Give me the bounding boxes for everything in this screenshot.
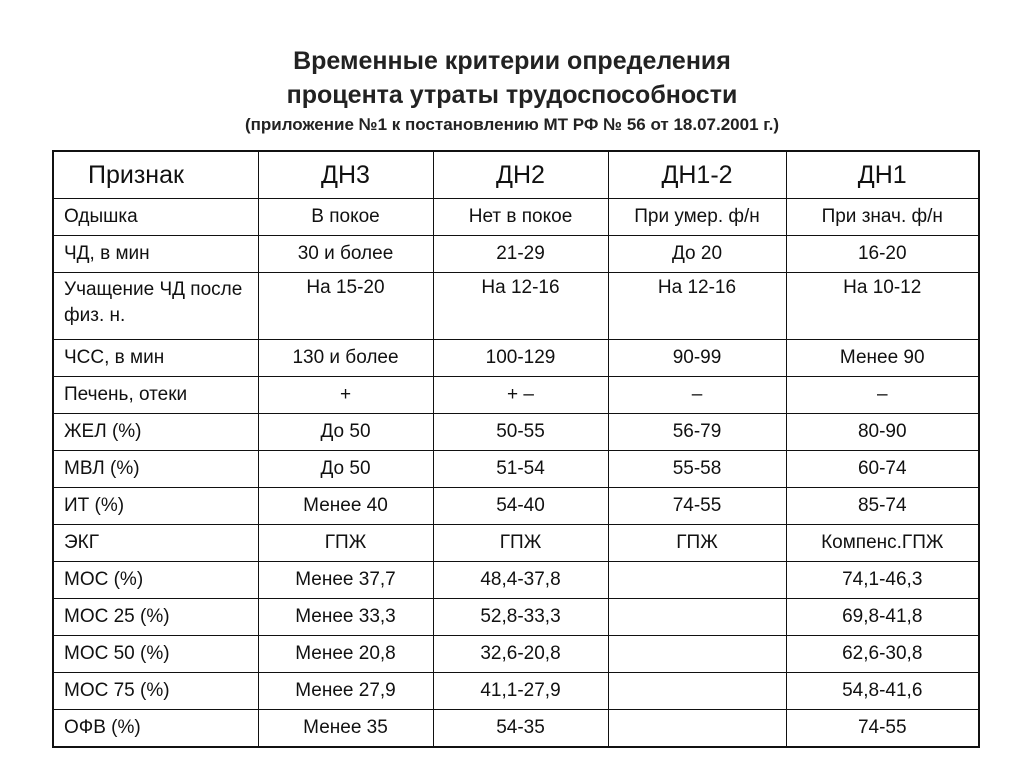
table-cell-feature: МОС 25 (%) (53, 599, 258, 636)
page-subtitle: (приложение №1 к постановлению МТ РФ № 56 от 18.07.2001 г.) (244, 115, 780, 134)
table-cell: + – (433, 377, 608, 414)
table-cell: Менее 33,3 (258, 599, 433, 636)
table-row (53, 562, 979, 599)
table-cell (608, 562, 786, 599)
table-row (53, 340, 979, 377)
table-cell: При знач. ф/н (786, 199, 979, 236)
table-cell (608, 710, 786, 748)
table-cell: 41,1-27,9 (433, 673, 608, 710)
table-cell: 16-20 (786, 236, 979, 273)
table-cell (608, 673, 786, 710)
table-cell: 80-90 (786, 414, 979, 451)
table-cell-feature: ЧСС, в мин (53, 340, 258, 377)
table-cell: 55-58 (608, 451, 786, 488)
table-cell: До 50 (258, 451, 433, 488)
criteria-table (52, 150, 980, 748)
table-cell: 100-129 (433, 340, 608, 377)
header-dn1: ДН1 (786, 151, 979, 199)
table-cell: До 50 (258, 414, 433, 451)
table-cell: На 12-16 (433, 273, 608, 340)
table-cell: На 12-16 (608, 273, 786, 340)
table-row (53, 273, 979, 340)
table-cell: Менее 90 (786, 340, 979, 377)
table-row (53, 525, 979, 562)
table-cell-feature: ЧД, в мин (53, 236, 258, 273)
table-cell: Менее 37,7 (258, 562, 433, 599)
table-cell: 74,1-46,3 (786, 562, 979, 599)
title-block (0, 44, 1024, 136)
table-row (53, 710, 979, 748)
table-cell: 74-55 (786, 710, 979, 748)
table-cell: Нет в покое (433, 199, 608, 236)
header-dn2: ДН2 (433, 151, 608, 199)
table-cell: – (608, 377, 786, 414)
table-cell: + (258, 377, 433, 414)
table-cell: 50-55 (433, 414, 608, 451)
table-cell: 52,8-33,3 (433, 599, 608, 636)
table-cell: Менее 35 (258, 710, 433, 748)
table-cell: 30 и более (258, 236, 433, 273)
table-cell: 74-55 (608, 488, 786, 525)
table-cell: 130 и более (258, 340, 433, 377)
table-cell: 69,8-41,8 (786, 599, 979, 636)
table-cell-feature: МОС 50 (%) (53, 636, 258, 673)
table-cell: В покое (258, 199, 433, 236)
table-cell: При умер. ф/н (608, 199, 786, 236)
table-row (53, 236, 979, 273)
table-cell: Менее 27,9 (258, 673, 433, 710)
table-cell: 32,6-20,8 (433, 636, 608, 673)
table-cell-feature: ОФВ (%) (53, 710, 258, 748)
table-cell-feature: МОС (%) (53, 562, 258, 599)
table-cell: Компенс.ГПЖ (786, 525, 979, 562)
table-cell-feature: ЖЕЛ (%) (53, 414, 258, 451)
table-cell: 48,4-37,8 (433, 562, 608, 599)
table-row (53, 199, 979, 236)
table-cell-feature: ЭКГ (53, 525, 258, 562)
table-cell: 54-35 (433, 710, 608, 748)
table-row (53, 377, 979, 414)
table-cell: На 15-20 (258, 273, 433, 340)
table-cell: 54-40 (433, 488, 608, 525)
table-header-row (53, 151, 979, 199)
table-cell: 90-99 (608, 340, 786, 377)
table-cell: 56-79 (608, 414, 786, 451)
table-cell: ГПЖ (433, 525, 608, 562)
table-row (53, 451, 979, 488)
table-cell-feature: ИТ (%) (53, 488, 258, 525)
table-cell: 51-54 (433, 451, 608, 488)
table-row (53, 599, 979, 636)
table-cell-feature: Печень, отеки (53, 377, 258, 414)
table-cell: 21-29 (433, 236, 608, 273)
table-cell: ГПЖ (258, 525, 433, 562)
table-cell: Менее 20,8 (258, 636, 433, 673)
header-feature: Признак (53, 151, 258, 199)
header-dn1-2: ДН1-2 (608, 151, 786, 199)
table-cell-feature: МВЛ (%) (53, 451, 258, 488)
table-cell: 85-74 (786, 488, 979, 525)
table-cell: До 20 (608, 236, 786, 273)
table-cell-feature: МОС 75 (%) (53, 673, 258, 710)
table-cell: На 10-12 (786, 273, 979, 340)
table-cell-feature: Учащение ЧД после физ. н. (53, 273, 258, 340)
table-cell: – (786, 377, 979, 414)
table-cell (608, 636, 786, 673)
table-row (53, 488, 979, 525)
table-cell: 60-74 (786, 451, 979, 488)
table-row (53, 414, 979, 451)
table-cell: ГПЖ (608, 525, 786, 562)
table-cell-feature: Одышка (53, 199, 258, 236)
header-dn3: ДН3 (258, 151, 433, 199)
table-cell: 54,8-41,6 (786, 673, 979, 710)
table-cell: 62,6-30,8 (786, 636, 979, 673)
page-title-line-1: Временные критерии определения (293, 47, 731, 75)
page-title-line-2: процента утраты трудоспособности (286, 81, 738, 109)
table-row (53, 636, 979, 673)
table-row (53, 673, 979, 710)
table-cell (608, 599, 786, 636)
table-cell: Менее 40 (258, 488, 433, 525)
